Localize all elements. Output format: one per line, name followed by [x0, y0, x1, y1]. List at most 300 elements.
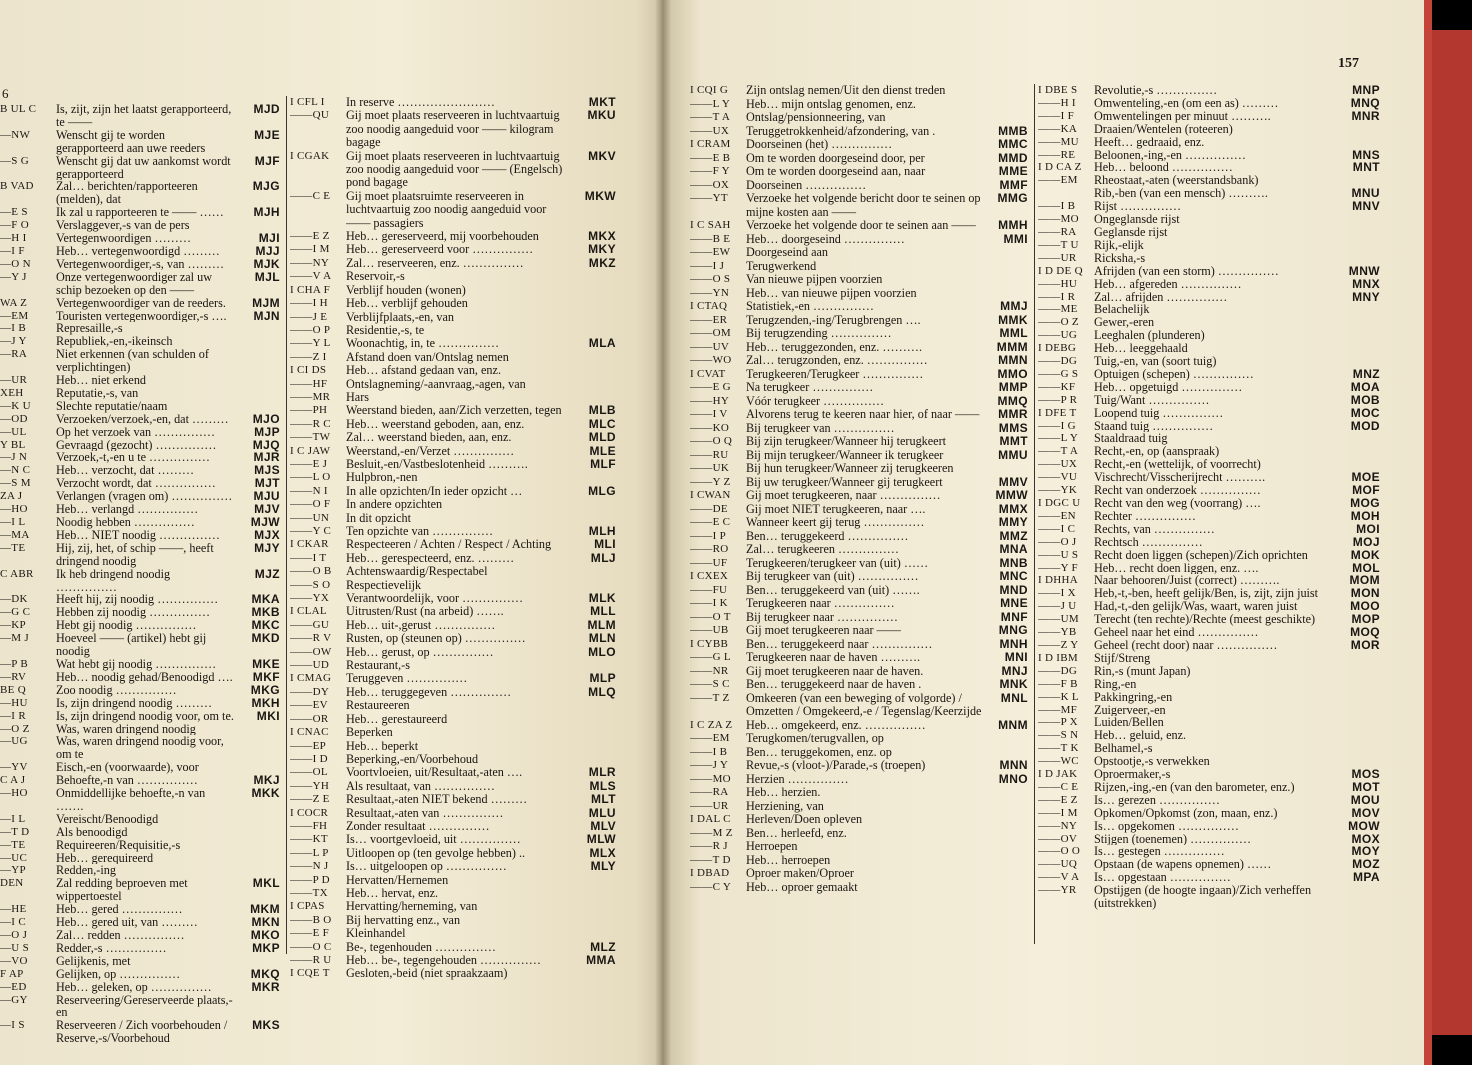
entry-meaning: Verzoeken/verzoek,-en, dat ………	[56, 412, 229, 426]
entry-signal-code: ——C E	[1038, 780, 1079, 793]
entry-code: MOE	[1351, 470, 1380, 485]
entry-signal-code: ——O C	[290, 940, 332, 953]
entry-meaning: Heb… gered ……………	[56, 903, 183, 917]
entry-signal-code: ——UD	[290, 659, 330, 672]
dictionary-entry	[690, 341, 1028, 355]
entry-signal-code: ——T K	[1038, 742, 1079, 755]
entry-meaning: Hebben zij noodig ……………	[56, 606, 211, 620]
dictionary-entry	[290, 887, 616, 900]
dictionary-entry	[690, 395, 1028, 409]
entry-meaning: Vertegenwoordiger,-s, van ………	[56, 257, 225, 271]
entry-signal-code: ——P R	[1038, 393, 1078, 406]
entry-meaning: Terugwerkend	[746, 259, 817, 273]
entry-code: MOU	[1350, 792, 1380, 807]
entry-signal-code: I CQI G	[690, 84, 729, 96]
entry-meaning: Heb… noodig gehad/Benoodigd ….	[56, 670, 233, 684]
dictionary-entry	[0, 981, 280, 994]
entry-meaning: Herzien ……………	[746, 772, 849, 786]
entry-signal-code: ——ER	[690, 313, 728, 326]
entry-signal-code: ——EN	[1038, 509, 1076, 522]
entry-meaning: In andere opzichten	[346, 498, 443, 512]
entry-code: MNO	[998, 771, 1028, 786]
entry-meaning: Heb… verlangd ……………	[56, 503, 199, 516]
entry-signal-code: ——B O	[290, 913, 332, 926]
dictionary-entry	[1038, 394, 1380, 407]
entry-code: MNG	[998, 623, 1028, 637]
dictionary-entry	[0, 826, 280, 839]
dictionary-entry	[290, 713, 616, 726]
entry-code: MNZ	[1352, 366, 1380, 381]
entry-meaning: Hij, zij, het, of schip ——, heeft dringend noodig	[56, 541, 214, 568]
entry-meaning: Heeft… gedraaid, enz.	[1094, 135, 1205, 149]
entry-signal-code: —VO	[0, 954, 28, 967]
entry-signal-code: ——J E	[290, 310, 328, 323]
dictionary-entry	[1038, 458, 1380, 471]
dictionary-entry	[290, 297, 616, 310]
dictionary-entry	[290, 552, 616, 565]
entry-signal-code: ——Y Z	[690, 475, 731, 488]
entry-signal-code: ——DG	[1038, 355, 1078, 368]
entry-meaning: Rijk,-elijk	[1094, 238, 1144, 252]
entry-signal-code: ——S N	[1038, 729, 1079, 742]
entry-signal-code: ——I G	[1038, 419, 1076, 432]
entry-meaning: Wenscht gij te worden gerapporteerd aan uwe reeders	[56, 128, 206, 155]
entry-signal-code: I COCR	[290, 806, 329, 819]
entry-meaning: Heb… omgekeerd, enz. ……………	[746, 718, 926, 732]
entry-meaning: Verzoeke het volgende bericht door te seinen op mijne kosten aan ——	[746, 192, 981, 219]
entry-meaning: Is… gerezen ……………	[1094, 793, 1220, 807]
entry-meaning: Heb… gerestaureerd	[346, 712, 448, 726]
dictionary-entry	[290, 391, 616, 404]
entry-meaning: Ontslagneming/-aanvraag,-agen, van	[346, 377, 526, 391]
entry-signal-code: ——QU	[290, 109, 330, 122]
dictionary-entry	[1038, 742, 1380, 755]
entry-meaning: Op het verzoek van ……………	[56, 425, 216, 439]
entry-signal-code: ——K L	[1038, 690, 1079, 703]
entry-signal-code: —RV	[0, 670, 27, 683]
dictionary-entry	[0, 103, 280, 129]
entry-signal-code: ——YT	[690, 192, 728, 204]
entry-code: MKT	[588, 95, 616, 109]
entry-code: MKR	[251, 979, 280, 994]
dictionary-entry	[290, 605, 616, 618]
entry-signal-code: I CFL I	[290, 96, 325, 108]
entry-meaning: Rusten, op (steunen op) ……………	[346, 632, 526, 646]
entry-code: MNV	[1352, 199, 1380, 214]
entry-meaning: Belhamel,-s	[1094, 742, 1153, 756]
dictionary-entry	[690, 638, 1028, 652]
entry-signal-code: —J N	[0, 451, 28, 464]
entry-signal-code: ——G S	[1038, 367, 1079, 380]
entry-signal-code: F AP	[0, 967, 24, 980]
entry-signal-code: ——KA	[1038, 122, 1078, 135]
dictionary-entry	[690, 557, 1028, 571]
dictionary-entry	[0, 374, 280, 387]
entry-signal-code: Y BL	[0, 438, 26, 451]
entry-meaning: Terugkeeren naar de haven ……….	[746, 651, 921, 664]
entry-meaning: Teruggetrokkenheid/afzondering, van .	[746, 124, 936, 138]
entry-code: MJP	[254, 424, 280, 439]
dictionary-entry	[1038, 768, 1380, 781]
entry-signal-code: I CQE T	[290, 967, 330, 980]
entry-meaning: Kleinhandel	[346, 927, 406, 941]
entry-signal-code: —T D	[0, 825, 30, 838]
dictionary-entry	[1038, 845, 1380, 858]
entry-code: MMX	[998, 501, 1028, 516]
entry-code: MOD	[1350, 418, 1380, 433]
entry-signal-code: ——RE	[1038, 148, 1076, 161]
entry-meaning: Vertegenwoordigen ………	[56, 232, 192, 245]
entry-meaning: Afrijden (van een storm) ……………	[1094, 264, 1279, 278]
entry-meaning: Heb… gerequireerd	[56, 851, 154, 865]
entry-meaning: Is… gestegen ……………	[1094, 845, 1225, 859]
entry-meaning: Resultaat,-aten van ……………	[346, 806, 504, 820]
entry-signal-code: ——O Q	[690, 435, 733, 447]
dictionary-entry	[0, 451, 280, 464]
dictionary-entry	[690, 854, 1028, 868]
entry-meaning: Terugkeeren/Terugkeer ……………	[746, 367, 924, 381]
entry-signal-code: WA Z	[0, 296, 28, 309]
dictionary-entry	[690, 462, 1028, 476]
entry-signal-code: ——HY	[690, 394, 730, 407]
entry-signal-code: ——KF	[1038, 380, 1076, 393]
dictionary-entry	[690, 597, 1028, 611]
entry-signal-code: ——NY	[290, 256, 330, 269]
entry-code: MOH	[1350, 508, 1380, 523]
entry-signal-code: ——O J	[1038, 535, 1077, 548]
entry-meaning: Hulpbron,-nen	[346, 471, 418, 485]
entry-signal-code: —UC	[0, 851, 28, 864]
entry-meaning: Ben… teruggekeerd naar ……………	[746, 637, 933, 651]
dictionary-entry	[1038, 858, 1380, 871]
dictionary-entry	[290, 150, 616, 190]
entry-signal-code: ——G L	[690, 651, 731, 663]
dictionary-entry	[690, 840, 1028, 854]
entry-code: MOP	[1351, 612, 1380, 627]
dictionary-entry	[1038, 704, 1380, 717]
dictionary-entry	[690, 287, 1028, 301]
entry-code: MML	[999, 326, 1028, 340]
entry-signal-code: I CGAK	[290, 149, 330, 162]
entry-signal-code: ——L P	[290, 846, 329, 859]
entry-meaning: Vertegenwoordiger van de reeders.	[56, 296, 226, 310]
entry-signal-code: ——YR	[1038, 884, 1077, 897]
entry-signal-code: ——T A	[1038, 445, 1079, 458]
entry-signal-code: ——I X	[1038, 587, 1076, 600]
entry-signal-code: ——L Y	[1038, 432, 1079, 445]
entry-code: MMO	[997, 366, 1028, 381]
entry-code: MKX	[588, 229, 616, 244]
dictionary-entry	[0, 310, 280, 323]
dictionary-entry	[690, 651, 1028, 665]
entry-signal-code: I CTAQ	[690, 300, 728, 312]
entry-signal-code: ——N I	[290, 484, 328, 497]
entry-meaning: Tuig/Want ……………	[1094, 393, 1210, 407]
dictionary-entry	[1038, 432, 1380, 445]
dictionary-entry	[1038, 716, 1380, 729]
dictionary-entry	[1038, 200, 1380, 213]
entry-code: MOM	[1349, 573, 1380, 588]
entry-code: MLK	[588, 591, 616, 606]
dictionary-entry	[290, 753, 616, 766]
entry-signal-code: —I B	[0, 322, 26, 335]
entry-meaning: Heb… be-, tegengehouden ……………	[346, 954, 541, 967]
dictionary-entry	[290, 498, 616, 511]
dictionary-entry	[0, 839, 280, 852]
entry-code: MKA	[251, 592, 280, 607]
dictionary-entry	[290, 485, 616, 498]
entry-signal-code: ——E Z	[1038, 793, 1078, 806]
entry-meaning: Verslaggever,-s van de pers	[56, 219, 190, 233]
dictionary-entry	[290, 619, 616, 632]
dictionary-entry	[1038, 665, 1380, 678]
dictionary-entry	[1038, 600, 1380, 613]
entry-code: MMB	[998, 123, 1028, 138]
dictionary-entry	[690, 449, 1028, 463]
entry-code: MOO	[1350, 599, 1380, 614]
entry-meaning: Zal… redden ……………	[56, 929, 185, 942]
right-column-divider	[1034, 84, 1035, 944]
dictionary-entry	[690, 273, 1028, 287]
entry-meaning: Hervatting/herneming, van	[346, 900, 478, 914]
dictionary-entry	[0, 942, 280, 955]
entry-signal-code: I D IBM	[1038, 651, 1078, 664]
entry-meaning: Statistiek,-en ……………	[746, 300, 874, 313]
dictionary-entry	[690, 327, 1028, 341]
entry-meaning: Terugkomen/terugvallen, op	[746, 732, 884, 745]
dictionary-entry	[290, 364, 616, 377]
dictionary-entry	[290, 927, 616, 940]
dictionary-entry	[690, 84, 1028, 98]
entry-signal-code: —H I	[0, 232, 27, 245]
entry-meaning: Heb… weerstand geboden, aan, enz.	[346, 417, 525, 431]
entry-code: MMS	[998, 420, 1028, 435]
entry-code: MJN	[253, 308, 280, 323]
entry-signal-code: ——MO	[690, 772, 731, 785]
entry-signal-code: ——UQ	[1038, 858, 1078, 871]
entry-meaning: Beperking,-en/Voorbehoud	[346, 752, 479, 766]
entry-signal-code: ——I R	[1038, 290, 1076, 303]
entry-signal-code: ——I D	[290, 752, 328, 765]
entry-meaning: Omwentelingen per minuut ……….	[1094, 109, 1271, 123]
entry-meaning: Is… opgestaan ……………	[1094, 871, 1231, 885]
entry-signal-code: ——UM	[1038, 613, 1079, 626]
entry-code: MOG	[1350, 496, 1380, 510]
dictionary-entry	[290, 257, 616, 270]
entry-code: MJQ	[252, 437, 280, 452]
entry-code: MLZ	[590, 939, 616, 954]
entry-meaning: Om te worden doorgeseind door, per	[746, 151, 925, 165]
dictionary-entry	[1038, 239, 1380, 252]
entry-signal-code: ——Z E	[290, 793, 330, 806]
dictionary-entry	[0, 903, 280, 916]
entry-signal-code: ——KO	[690, 421, 730, 434]
entry-code: MNJ	[1001, 663, 1028, 678]
entry-meaning: Ben… teruggekeerd naar de haven .	[746, 678, 922, 691]
entry-signal-code: ——RA	[1038, 225, 1077, 238]
dictionary-entry	[0, 735, 280, 761]
dictionary-entry	[0, 658, 280, 671]
entry-signal-code: ——R U	[290, 954, 332, 966]
entry-signal-code: ——FU	[690, 583, 728, 596]
dictionary-entry	[1038, 149, 1380, 162]
entry-signal-code: ——UF	[690, 556, 728, 569]
entry-meaning: Gij moet terugkeeren naar ——	[746, 624, 901, 637]
entry-meaning: Stijf/Streng	[1094, 651, 1151, 665]
entry-meaning: Omwenteling,-en (om een as) ………	[1094, 96, 1279, 110]
entry-code: MKI	[256, 708, 280, 723]
dictionary-entry	[290, 311, 616, 324]
dictionary-entry	[290, 632, 616, 645]
entry-meaning: Leeghalen (plunderen)	[1094, 329, 1205, 343]
entry-meaning: Beloonen,-ing,-en ……………	[1094, 148, 1246, 162]
entry-signal-code: ——Z I	[290, 350, 327, 363]
entry-meaning: Bij uw terugkeer/Wanneer gij terugkeert	[746, 475, 943, 489]
dictionary-entry	[290, 672, 616, 685]
dictionary-entry	[0, 542, 280, 568]
entry-signal-code: I DBAD	[690, 867, 730, 879]
entry-signal-code: —ED	[0, 980, 27, 993]
dictionary-entry	[690, 138, 1028, 152]
dictionary-entry	[1038, 729, 1380, 742]
entry-signal-code: ——U S	[1038, 548, 1079, 561]
entry-code: MOJ	[1352, 534, 1380, 549]
entry-signal-code: B VAD	[0, 180, 34, 193]
entry-signal-code: ——Y L	[290, 337, 331, 350]
entry-code: MON	[1350, 586, 1380, 601]
entry-signal-code: ——UR	[690, 799, 729, 812]
entry-code: MMM	[996, 339, 1028, 354]
entry-signal-code: ——PH	[290, 404, 328, 417]
entry-signal-code: ——O Z	[1038, 316, 1079, 329]
entry-code: MPA	[1353, 870, 1380, 885]
dictionary-entry	[690, 881, 1028, 895]
dictionary-entry	[690, 543, 1028, 557]
entry-meaning: Luiden/Bellen	[1094, 716, 1164, 730]
entry-code: MJD	[253, 102, 280, 116]
dictionary-entry	[690, 827, 1028, 841]
entry-signal-code: ——O O	[1038, 845, 1081, 858]
entry-signal-code: —TE	[0, 838, 26, 851]
entry-signal-code: ——R C	[290, 417, 331, 430]
entry-meaning: Alvorens terug te keeren naar hier, of naar ——	[746, 408, 980, 421]
entry-meaning: Was, waren dringend noodig	[56, 722, 196, 736]
entry-signal-code: I DAL C	[690, 813, 731, 825]
dictionary-entry	[0, 490, 280, 503]
entry-signal-code: ——Z Y	[1038, 638, 1079, 651]
entry-meaning: Terugzenden,-ing/Terugbrengen ….	[746, 313, 921, 327]
entry-code: MKD	[251, 631, 280, 646]
entry-signal-code: ——M Z	[690, 826, 733, 839]
entry-signal-code: —DK	[0, 593, 28, 606]
entry-code: MJY	[254, 540, 280, 555]
entry-meaning: Tuig,-en, van (soort tuig)	[1094, 355, 1217, 368]
right-page-column-1	[690, 84, 1028, 894]
entry-signal-code: ——Y F	[1038, 561, 1078, 574]
entry-meaning: Onmiddellijke behoefte,-n van …….	[56, 787, 206, 813]
entry-signal-code: ——NR	[690, 664, 729, 677]
entry-meaning: Is, zijn dringend noodig voor, om te.	[56, 709, 234, 723]
entry-meaning: Verblijfplaats,-en, van	[346, 310, 454, 324]
dictionary-entry	[1038, 84, 1380, 97]
entry-meaning: Hervatten/Hernemen	[346, 873, 449, 887]
entry-signal-code: ——HU	[1038, 277, 1078, 290]
entry-signal-code: ——T D	[690, 853, 731, 866]
entry-signal-code: ——TW	[290, 431, 331, 444]
dictionary-entry	[0, 723, 280, 736]
entry-code: MKH	[251, 695, 280, 710]
entry-meaning: Zal… terugkeeren ……………	[746, 543, 899, 556]
entry-signal-code: ——I F	[1038, 109, 1075, 122]
entry-signal-code: ——YX	[290, 592, 330, 605]
entry-meaning: Staand tuig ……………	[1094, 419, 1214, 433]
left-page-column-2	[290, 96, 616, 981]
entry-signal-code: —YP	[0, 864, 26, 877]
dictionary-entry	[1038, 329, 1380, 342]
entry-meaning: Als resultaat, van ……………	[346, 779, 495, 793]
entry-signal-code: ——OV	[1038, 832, 1078, 845]
dictionary-entry	[290, 659, 616, 672]
entry-meaning: Wat hebt gij noodig ……………	[56, 657, 217, 671]
entry-code: MJX	[254, 527, 280, 542]
dictionary-entry	[1038, 574, 1380, 587]
entry-signal-code: ——UG	[1038, 329, 1078, 342]
entry-meaning: Rin,-s (munt Japan)	[1094, 664, 1191, 678]
entry-code: MNI	[1004, 650, 1028, 664]
entry-signal-code: I CKAR	[290, 538, 329, 551]
dictionary-entry	[290, 740, 616, 753]
entry-signal-code: ——L Y	[690, 97, 731, 110]
entry-signal-code: I D JAK	[1038, 768, 1078, 781]
dictionary-entry	[290, 807, 616, 820]
entry-meaning: Na terugkeer ……………	[746, 381, 874, 394]
entry-meaning: Behoefte,-n van ……………	[56, 774, 198, 788]
dictionary-entry	[290, 579, 616, 592]
entry-code: MJV	[254, 502, 280, 517]
entry-code: MMG	[997, 191, 1028, 205]
dictionary-entry	[1038, 136, 1380, 149]
entry-signal-code: ——TX	[290, 886, 328, 899]
entry-code: MNA	[999, 542, 1028, 556]
dictionary-entry	[290, 243, 616, 256]
entry-signal-code: ——P D	[290, 873, 330, 886]
dictionary-entry	[1038, 471, 1380, 484]
dictionary-entry	[0, 955, 280, 968]
entry-code: MMR	[998, 407, 1028, 421]
entry-code: MKO	[250, 928, 280, 942]
entry-signal-code: ——I C	[1038, 522, 1076, 535]
entry-signal-code: I CRAM	[690, 138, 731, 150]
dictionary-entry	[290, 337, 616, 350]
entry-signal-code: ——I K	[690, 597, 728, 609]
dictionary-entry	[290, 378, 616, 391]
entry-code: MOL	[1352, 560, 1380, 575]
entry-meaning: Heb… gerust, op ……………	[346, 645, 494, 659]
entry-code: MMP	[998, 380, 1028, 394]
dictionary-entry	[690, 867, 1028, 881]
entry-meaning: Wanneer keert gij terug ……………	[746, 516, 925, 529]
entry-signal-code: —Y J	[0, 270, 27, 283]
dictionary-entry	[290, 686, 616, 699]
entry-meaning: Bij hervatting enz., van	[346, 913, 461, 927]
entry-signal-code: ——YH	[290, 779, 330, 792]
entry-meaning: Ben… herleefd, enz.	[746, 826, 847, 840]
entry-meaning: Gij moet plaatsruimte reserveeren in luchtvaartuig zoo noodig aangeduid voor —— passagiers	[346, 189, 547, 230]
entry-signal-code: ——MF	[1038, 703, 1078, 716]
entry-meaning: Terecht (ten rechte)/Rechte (meest geschikte)	[1094, 613, 1316, 627]
entry-signal-code: —RA	[0, 348, 28, 361]
entry-meaning: In reserve ……………………	[346, 96, 495, 109]
